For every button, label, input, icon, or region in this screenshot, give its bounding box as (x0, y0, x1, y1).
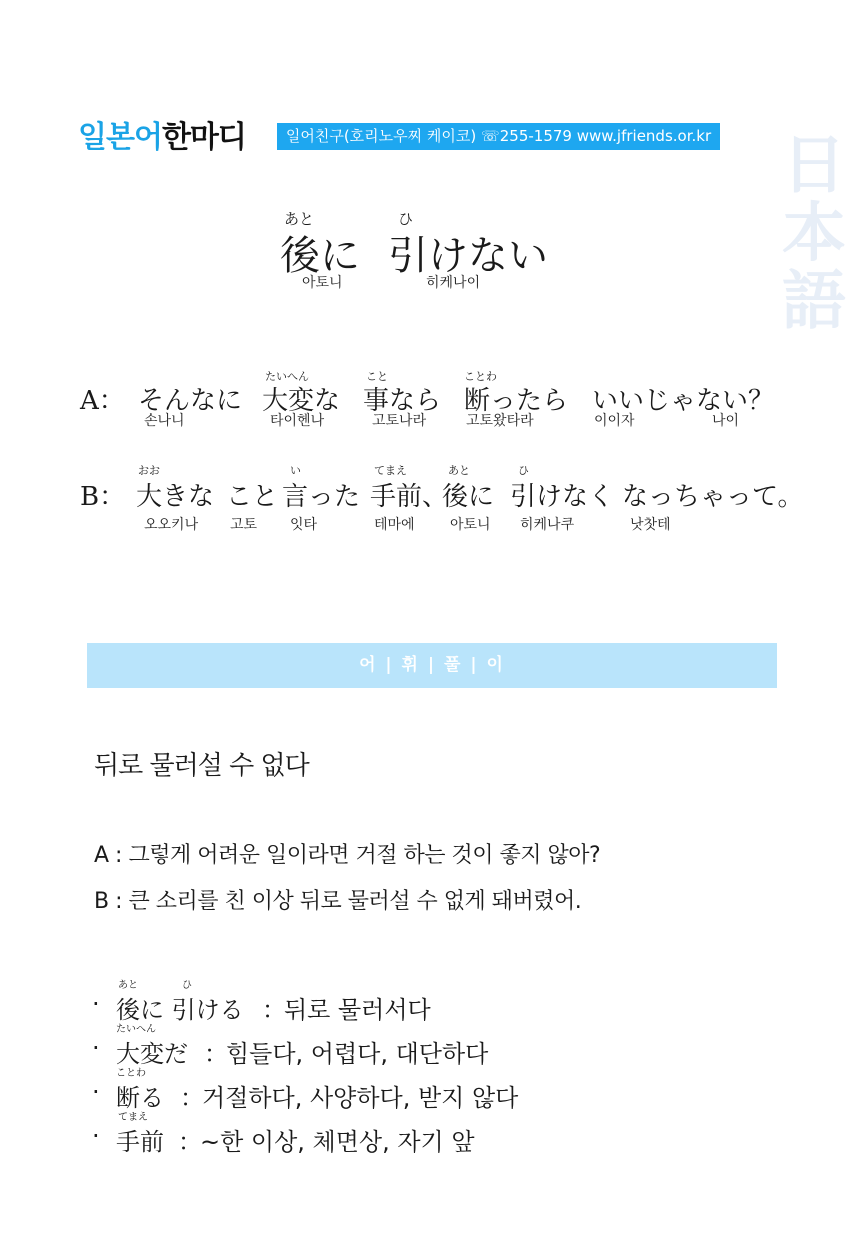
watermark-char: 語 (782, 264, 846, 339)
vocab-sep: ： (180, 1084, 204, 1112)
vocab-meaning: 힘들다, 어렵다, 대단하다 (226, 1040, 489, 1068)
title-reading2: 히케나이 (426, 275, 481, 291)
vocab-jp: 手前 (116, 1128, 164, 1156)
reading: 이이자 (594, 413, 635, 429)
ruby: あと (448, 464, 470, 477)
reading: 잇타 (290, 517, 318, 533)
jp-chunk: 事なら (363, 386, 442, 416)
jp-chunk: 大きな (136, 482, 215, 512)
translation-a: A : 그렇게 어려운 일이라면 거절 하는 것이 좋지 않아? (94, 843, 601, 868)
vocab-jp: 断る (116, 1084, 164, 1112)
vocab-ruby: ことわ (116, 1068, 146, 1079)
vocab-sep: ： (204, 1040, 228, 1068)
logo-part1: 일본어 (78, 120, 162, 155)
jp-chunk: なっちゃって。 (622, 482, 804, 512)
vocab-meaning: 뒤로 물러서다 (284, 996, 431, 1024)
reading: 고토나라 (372, 413, 427, 429)
dialogue-a (80, 368, 800, 438)
jp-chunk: こと (226, 482, 279, 512)
jp-chunk: 引けなく (510, 482, 615, 512)
vocab-bullet: · (92, 1122, 100, 1150)
logo-part2: 한마디 (161, 120, 246, 155)
jp-chunk: そんなに (138, 386, 243, 416)
ruby: おお (138, 464, 160, 477)
reading: 히케나쿠 (520, 517, 575, 533)
vocab-bullet: · (92, 990, 100, 1018)
jp-chunk: 断ったら (464, 386, 569, 416)
reading: 아토니 (450, 517, 491, 533)
logo (78, 112, 246, 156)
vocab-ruby: ひ (182, 980, 192, 991)
contact-banner: 일어친구(호리노우찌 케이코) ☏255-1579 www.jfriends.or.kr (277, 123, 720, 150)
speaker-b: B： (80, 482, 126, 512)
vocab-item (92, 1064, 792, 1112)
vocab-jp: 後に 引ける (116, 996, 244, 1024)
reading: 고토 (230, 517, 258, 533)
title-word2: 引けない (388, 233, 548, 279)
speaker-a: A： (80, 386, 125, 416)
ruby: たいへん (265, 370, 309, 383)
vocab-ruby: てまえ (118, 1112, 148, 1123)
reading: 고토왔타라 (466, 413, 534, 429)
translation-heading: 뒤로 물러설 수 없다 (94, 751, 309, 781)
vocab-sep: ： (178, 1128, 202, 1156)
title-reading1: 아토니 (302, 275, 343, 291)
watermark-char: 日 (782, 128, 846, 203)
vocab-item (92, 1020, 792, 1068)
vocab-jp: 大変だ (116, 1040, 188, 1068)
vocab-item (92, 1108, 792, 1156)
vocab-meaning: 거절하다, 사양하다, 받지 않다 (202, 1084, 519, 1112)
reading: 테마에 (374, 517, 415, 533)
title-block (280, 208, 580, 298)
title-word1: 後に (280, 233, 360, 279)
watermark (782, 128, 846, 339)
title-ruby-hi: ひ (398, 210, 414, 228)
translation-b: B : 큰 소리를 친 이상 뒤로 물러설 수 없게 돼버렸어. (94, 889, 582, 914)
vocab-bar: 어 | 휘 | 풀 | 이 (87, 643, 777, 688)
vocab-item (92, 976, 792, 1024)
jp-chunk: 後に (442, 482, 495, 512)
ruby: ひ (518, 464, 529, 477)
reading: 나이 (712, 413, 740, 429)
dialogue-b (80, 462, 804, 538)
vocab-sep: ： (262, 996, 286, 1024)
jp-chunk: 手前、 (370, 482, 449, 512)
reading: 타이헨나 (270, 413, 325, 429)
reading: 낫찻테 (630, 517, 671, 533)
vocab-ruby: たいへん (116, 1024, 156, 1035)
reading: 손나니 (144, 413, 185, 429)
ruby: い (290, 464, 301, 477)
jp-chunk: いいじゃない？ (592, 386, 775, 416)
watermark-char: 本 (782, 196, 846, 271)
vocab-bullet: · (92, 1034, 100, 1062)
vocab-meaning: ~한 이상, 체면상, 자기 앞 (200, 1128, 475, 1156)
jp-chunk: 大変な (262, 386, 341, 416)
vocab-bullet: · (92, 1078, 100, 1106)
ruby: こと (366, 370, 388, 383)
jp-chunk: 言った (282, 482, 361, 512)
reading: 오오키나 (144, 517, 199, 533)
vocab-ruby: あと (118, 980, 138, 991)
title-ruby-ato: あと (284, 210, 315, 228)
ruby: てまえ (374, 464, 407, 477)
ruby: ことわ (464, 370, 497, 383)
